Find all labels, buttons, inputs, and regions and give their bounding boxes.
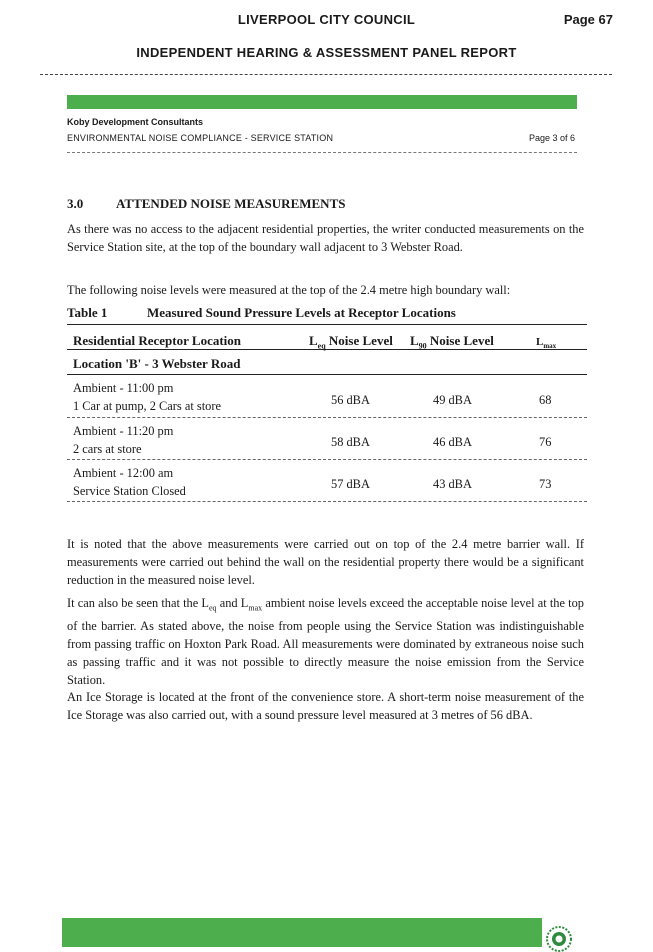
table-rule: [67, 349, 587, 350]
table-cell-l90: 49 dBA: [433, 393, 472, 407]
paragraph: An Ice Storage is located at the front of the convenience store. A short-term noise measurement of the Ice Storage was also carried out, with a sound pressure level measured at 3 metres of 56 dBA.: [67, 690, 584, 722]
section-title: ATTENDED NOISE MEASUREMENTS: [116, 196, 346, 211]
row-divider: [67, 459, 587, 460]
table-cell-l90: 43 dBA: [433, 477, 472, 491]
row-divider: [67, 501, 587, 502]
paragraph: It can also be seen that the $L_{eq}$ and $L_{max}$ ambient noise levels exceed the acceptable noise level at the top of the barrier. As stated above, the noise from people using the Service Station was indistinguishable from passing traffic on Hoxton Park Road. All measurements were dominated by extraneous noise such as passing traffic and it was not possible to directly measure the noise emission from the Service Station.: [67, 596, 584, 688]
header-divider: [40, 74, 612, 75]
table-cell-leq: 56 dBA: [331, 393, 370, 407]
table-row-description: Ambient - 12:00 am Service Station Closed: [73, 466, 186, 498]
column-header-l90: $L_{90}$ Noise Level: [410, 333, 494, 351]
report-header-divider: [67, 152, 577, 153]
column-header-location: Residential Receptor Location: [73, 333, 242, 348]
council-name: LIVERPOOL CITY COUNCIL: [237, 12, 416, 27]
table-label: Table 1: [67, 305, 108, 320]
table-cell-lmax: 76: [539, 435, 552, 449]
paragraph: It is noted that the above measurements were carried out on top of the 2.4 metre barrier wall. If measurements were carried out behind the wall on the residential property there would be a significant reduction in the measured noise level.: [67, 537, 584, 587]
table-row-description: Ambient - 11:00 pm 1 Car at pump, 2 Cars at store: [73, 381, 221, 413]
location-row: Location 'B' - 3 Webster Road: [73, 356, 241, 371]
company-logo-icon: [546, 926, 572, 952]
report-page-number: Page 3 of 6: [528, 133, 575, 143]
report-title: INDEPENDENT HEARING & ASSESSMENT PANEL REPORT: [136, 45, 517, 60]
paragraph: As there was no access to the adjacent residential properties, the writer conducted measurements on the Service Station site, at the top of the boundary wall adjacent to 3 Webster Road.: [67, 222, 584, 254]
table-cell-l90: 46 dBA: [433, 435, 472, 449]
table-cell-leq: 57 dBA: [331, 477, 370, 491]
table-row-description: Ambient - 11:20 pm 2 cars at store: [73, 424, 174, 456]
table-rule: [67, 324, 587, 325]
table-rule: [67, 374, 587, 375]
column-header-leq: $L_{eq}$ Noise Level: [309, 333, 393, 351]
row-divider: [67, 417, 587, 418]
consultant-name: Koby Development Consultants: [67, 117, 204, 127]
paragraph: The following noise levels were measured at the top of the 2.4 metre high boundary wall:: [67, 283, 511, 297]
table-title: Measured Sound Pressure Levels at Receptor Locations: [147, 305, 456, 320]
footer-bar: [62, 918, 542, 947]
page-number: Page 67: [563, 12, 613, 27]
table-cell-lmax: 68: [539, 393, 552, 407]
report-header-bar: [67, 95, 577, 109]
table-cell-lmax: 73: [539, 477, 552, 491]
table-cell-leq: 58 dBA: [331, 435, 370, 449]
report-name: ENVIRONMENTAL NOISE COMPLIANCE - SERVICE STATION: [67, 133, 334, 143]
section-number: 3.0: [67, 196, 84, 211]
column-header-lmax: $L_{max}$: [536, 336, 557, 351]
